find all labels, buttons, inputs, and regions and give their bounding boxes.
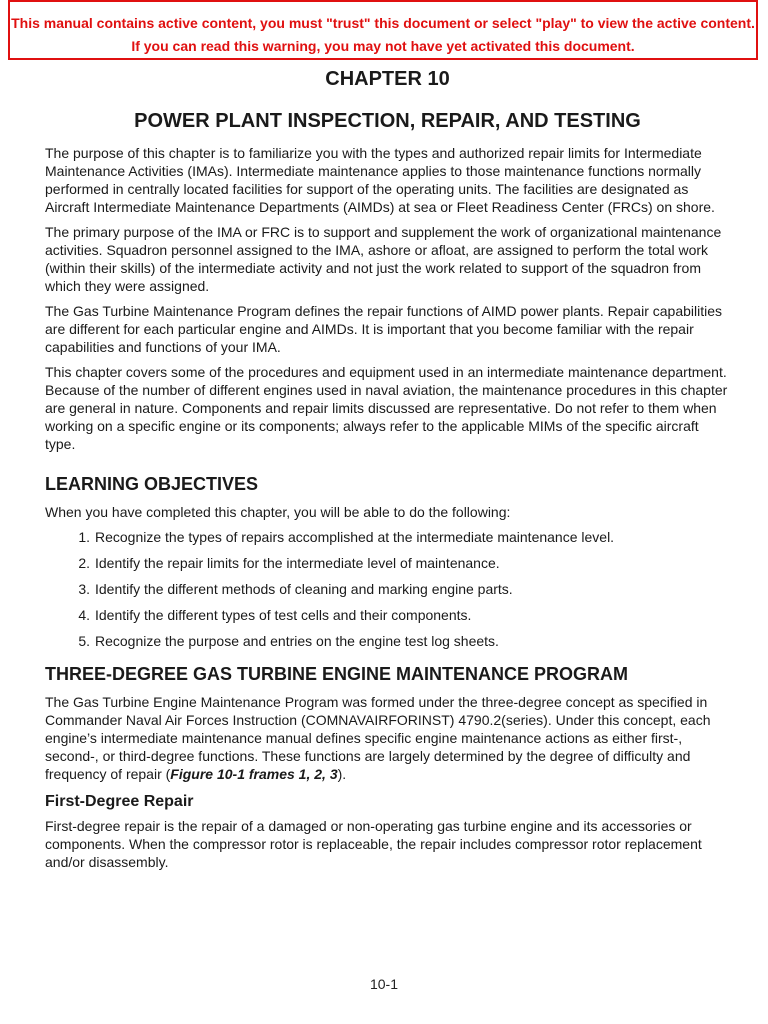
list-item <box>45 580 730 598</box>
intro-paragraph-4: This chapter covers some of the procedures and equipment used in an intermediate maintenance department. Because of the number of different engines used in naval aviation, the maintenance procedures in this chapter are general in nature. Components and repair limits discussed are representative. Do not refer to them when working on a specific engine or its components; always refer to the applicable MIMs of the specific aircraft type. <box>45 364 728 452</box>
three-degree-text: The Gas Turbine Engine Maintenance Program was formed under the three-degree concept as specified in Commander Naval Air Forces Instruction (COMNAVAIRFORINST) 4790.2(series). Under this concept, each engine’s intermediate maintenance manual defines specific engine maintenance actions as either first-, second-, or third-degree functions. These functions are largely determined by the degree of difficulty and frequency of repair ( <box>45 694 711 782</box>
list-item-number: 2. <box>78 555 90 571</box>
intro-paragraph-3: The Gas Turbine Maintenance Program defines the repair functions of AIMD power plants. Repair capabilities are different for each particular engine and AIMDs. It is important that you become familiar with the repair capabilities and functions of your IMA. <box>45 303 723 355</box>
figure-reference: Figure 10-1 frames 1, 2, 3 <box>170 766 338 782</box>
first-degree-heading: First-Degree Repair <box>45 793 194 810</box>
chapter-title: POWER PLANT INSPECTION, REPAIR, AND TESTING <box>134 110 641 132</box>
learning-objectives-heading: LEARNING OBJECTIVES <box>45 474 259 494</box>
first-degree-paragraph: First-degree repair is the repair of a damaged or non-operating gas turbine engine and its accessories or components. When the compressor rotor is replaceable, the repair includes compressor rotor replacement and/or disassembly. <box>45 818 702 870</box>
page-number: 10-1 <box>369 976 399 992</box>
warning-line-1: This manual contains active content, you must "trust" this document or select "play" to view the active content. <box>11 15 755 31</box>
list-item-text: Recognize the purpose and entries on the engine test log sheets. <box>95 633 499 649</box>
list-item <box>45 606 730 624</box>
list-item-text: Identify the repair limits for the intermediate level of maintenance. <box>95 555 500 571</box>
intro-paragraph-1: The purpose of this chapter is to familiarize you with the types and authorized repair limits for Intermediate Maintenance Activities (IMAs). Intermediate maintenance applies to those maintenance functions normally performed in centrally located facilities for support of the operating units. The facilities are designated as Aircraft Intermediate Maintenance Departments (AIMDs) at sea or Fleet Readiness Center (FRCs) on shore. <box>45 145 715 215</box>
list-item <box>45 632 730 650</box>
three-degree-heading: THREE-DEGREE GAS TURBINE ENGINE MAINTENANCE PROGRAM <box>45 664 629 684</box>
page-content <box>45 60 730 871</box>
list-item-number: 4. <box>78 607 90 623</box>
learning-objectives-intro: When you have completed this chapter, you will be able to do the following: <box>45 504 511 520</box>
list-item <box>45 554 730 572</box>
list-item-number: 5. <box>78 633 90 649</box>
list-item-text: Identify the different types of test cells and their components. <box>95 607 472 623</box>
list-item <box>45 528 730 546</box>
active-content-warning <box>8 0 758 60</box>
warning-line-2: If you can read this warning, you may not have yet activated this document. <box>131 38 635 54</box>
intro-paragraph-2: The primary purpose of the IMA or FRC is to support and supplement the work of organizational maintenance activities. Squadron personnel assigned to the IMA, ashore or afloat, are assigned to perform the total work (within their skills) of the intermediate activity and not just the work related to support of the squadron from which they were assigned. <box>45 224 722 294</box>
three-degree-paragraph <box>45 693 730 783</box>
list-item-text: Recognize the types of repairs accomplished at the intermediate maintenance level. <box>95 529 615 545</box>
list-item-number: 3. <box>78 581 90 597</box>
three-degree-text-end: ). <box>337 766 347 782</box>
list-item-number: 1. <box>78 529 90 545</box>
list-item-text: Identify the different methods of cleaning and marking engine parts. <box>95 581 513 597</box>
learning-objectives-list <box>45 528 730 650</box>
chapter-number: CHAPTER 10 <box>325 68 450 90</box>
